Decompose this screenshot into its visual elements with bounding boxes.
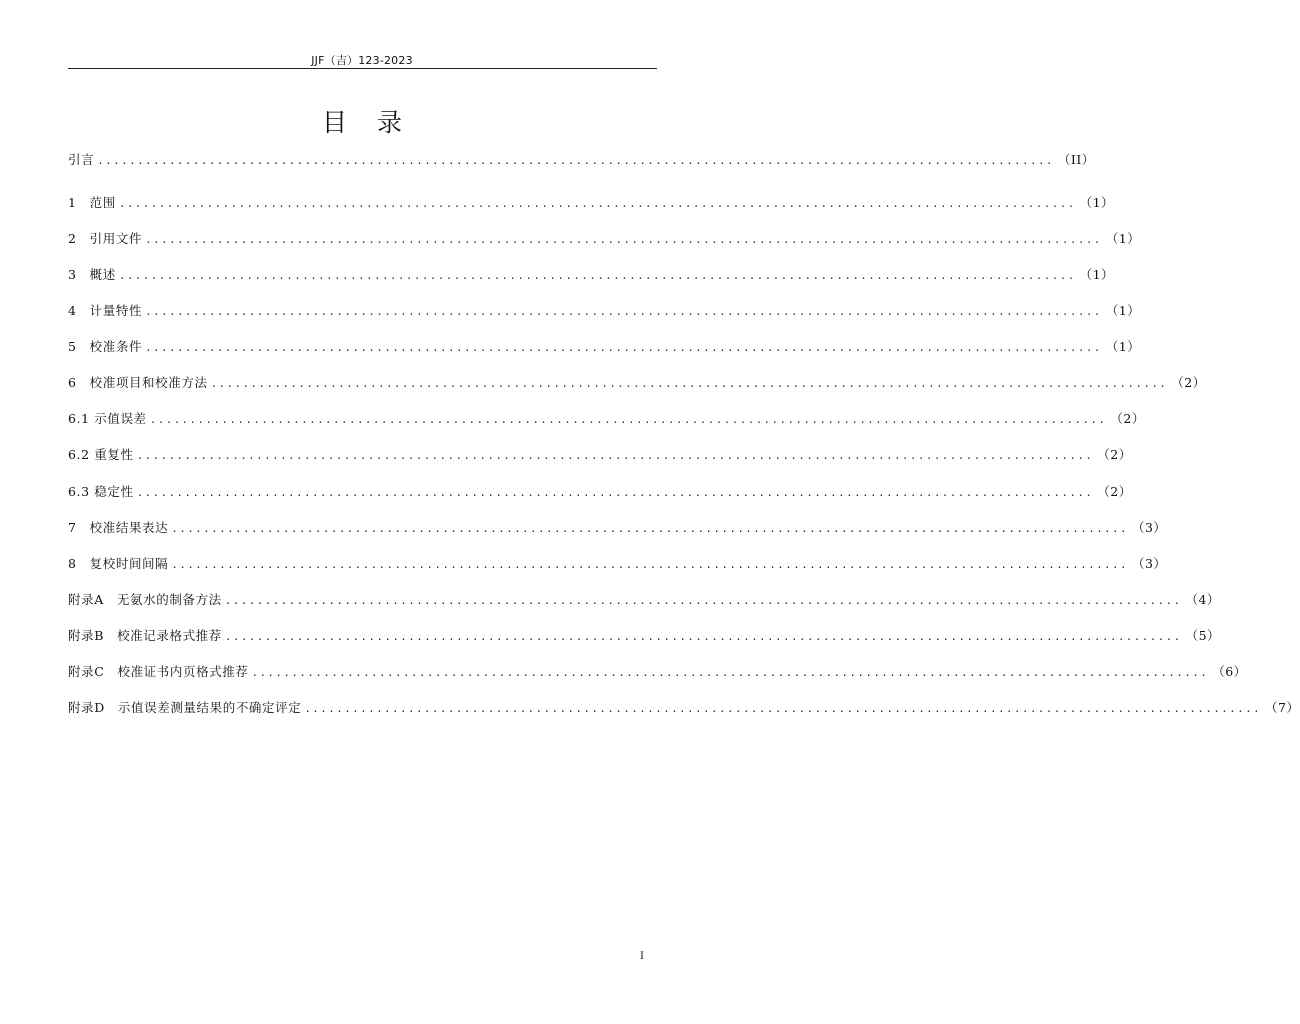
toc-entry-label: 6.3 稳定性 [68,484,134,499]
page-title: 目录 [321,107,432,137]
toc-entry-label: 附录D 示值误差测量结果的不确定评定 [68,700,302,715]
toc-dot-leader: ........................................................................................................................ [224,594,1182,607]
toc-entry[interactable] [68,150,1095,170]
toc-entry-page: （3） [1131,556,1167,571]
toc-entry[interactable] [68,662,1247,682]
toc-entry-label: 1 范围 [68,195,116,210]
toc-entry[interactable] [68,482,1132,502]
toc-entry-label: 5 校准条件 [68,339,143,354]
toc-dot-leader: ........................................................................................................................ [304,702,1262,715]
toc-dot-leader: ........................................................................................................................ [145,341,1102,354]
toc-dot-leader: ........................................................................................................................ [251,666,1209,679]
toc-entry-page: （II） [1057,152,1095,167]
toc-entry-label: 4 计量特性 [68,303,143,318]
toc-dot-leader: ........................................................................................................................ [149,413,1107,426]
toc-dot-leader: ........................................................................................................................ [210,377,1168,390]
toc-entry[interactable] [68,337,1141,357]
toc-dot-leader: ........................................................................................................................ [97,154,1054,167]
toc-dot-leader: ........................................................................................................................ [136,449,1094,462]
toc-entry-label: 6.1 示值误差 [68,411,147,426]
toc-entry[interactable] [68,193,1115,213]
toc-entry[interactable] [68,554,1167,574]
toc-entry[interactable] [68,445,1132,465]
toc-entry[interactable] [68,626,1221,646]
toc-entry[interactable] [68,698,1300,718]
toc-dot-leader: ........................................................................................................................ [145,233,1102,246]
toc-entry[interactable] [68,590,1220,610]
toc-entry-label: 6.2 重复性 [68,447,134,462]
document-header-code: JJF（吉）123-2023 [311,54,413,67]
toc-entry-label: 附录B 校准记录格式推荐 [68,628,222,643]
toc-entry-page: （3） [1131,520,1167,535]
toc-entry-label: 引言 [68,152,95,167]
toc-entry-label: 8 复校时间间隔 [68,556,169,571]
toc-dot-leader: ........................................................................................................................ [118,197,1076,210]
toc-dot-leader: ........................................................................................................................ [118,269,1076,282]
toc-entry-label: 附录C 校准证书内页格式推荐 [68,664,249,679]
toc-entry[interactable] [68,409,1145,429]
toc-entry-page: （1） [1079,267,1115,282]
toc-entry-page: （1） [1105,339,1141,354]
toc-entry-page: （4） [1185,592,1220,607]
toc-dot-leader: ........................................................................................................................ [171,558,1128,571]
toc-dot-leader: ........................................................................................................................ [171,522,1128,535]
toc-entry-page: （6） [1212,664,1247,679]
toc-dot-leader: ........................................................................................................................ [224,630,1182,643]
page-number: I [640,951,644,962]
toc-entry-page: （2） [1171,375,1206,390]
toc-entry-page: （1） [1079,195,1115,210]
toc-entry-page: （2） [1097,484,1132,499]
toc-entry-page: （1） [1105,303,1141,318]
toc-entry[interactable] [68,518,1167,538]
toc-entry[interactable] [68,301,1141,321]
toc-entry[interactable] [68,229,1141,249]
toc-entry-page: （2） [1110,411,1145,426]
toc-entry[interactable] [68,265,1115,285]
toc-entry-label: 3 概述 [68,267,116,282]
toc-entry-label: 7 校准结果表达 [68,520,169,535]
toc-entry-page: （5） [1185,628,1221,643]
header-divider [68,68,657,69]
toc-entry-page: （7） [1265,700,1300,715]
toc-entry-label: 2 引用文件 [68,231,143,246]
toc-entry-page: （1） [1105,231,1141,246]
toc-dot-leader: ........................................................................................................................ [145,305,1102,318]
toc-entry[interactable] [68,373,1206,393]
toc-dot-leader: ........................................................................................................................ [136,486,1094,499]
toc-entry-label: 6 校准项目和校准方法 [68,375,208,390]
toc-entry-label: 附录A 无氨水的制备方法 [68,592,222,607]
toc-entry-page: （2） [1097,447,1132,462]
